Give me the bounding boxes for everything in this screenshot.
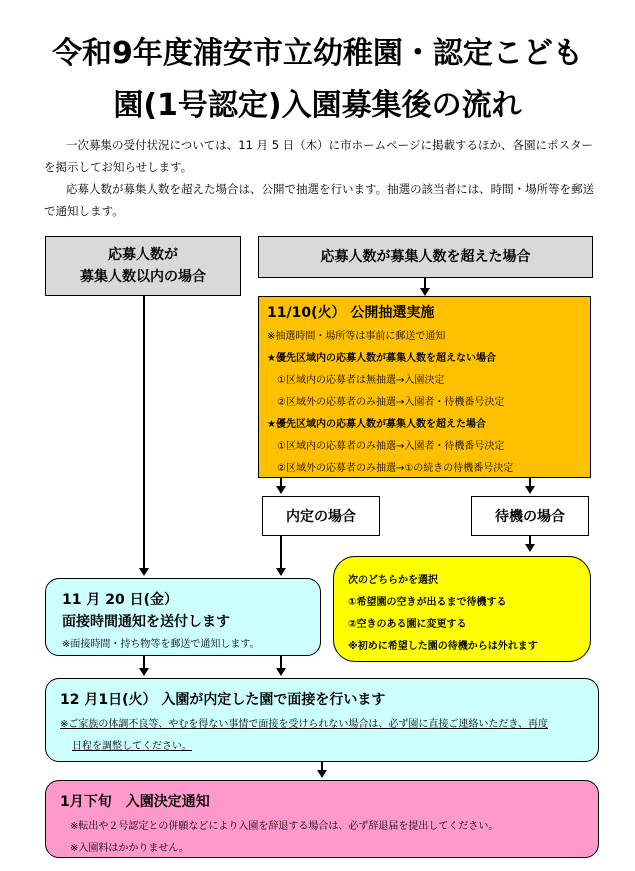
interview-notice-note: ※面接時間・持ち物等を郵送で通知します。 — [62, 639, 260, 650]
interview-title: 12 月1日(火） 入園が内定した園で面接を行います — [60, 692, 386, 708]
connector-line — [143, 296, 145, 570]
lottery-box — [258, 296, 591, 478]
lottery-title: 11/10(火） 公開抽選実施 — [267, 305, 435, 321]
arrow-down-icon — [139, 668, 149, 676]
lottery-case-2-item-1: ①区域内の応募者のみ抽選→入園者・待機番号決定 — [277, 441, 505, 452]
admission-decision-title: 1月下旬 入園決定通知 — [60, 794, 210, 810]
waitlist-option-2: ②空きのある園に変更する — [348, 619, 467, 630]
interview-note-line-1: ※ご家族の体調不良等、やむを得ない事情で面接を受けられない場合は、必ず園に直接ご連絡いただき、再度 — [60, 719, 548, 730]
waitlist-option-note: ※初めに希望した園の待機からは外れます — [348, 641, 538, 652]
waitlist-options-box — [333, 556, 591, 662]
within-capacity-header-line-1: 応募人数が — [108, 247, 178, 263]
arrow-down-icon — [276, 486, 286, 494]
intro-paragraph-2: 応募人数が募集人数を超えた場合は、公開で抽選を行います。抽選の該当者には、時間・場所等を郵送で通知します。 — [44, 182, 595, 218]
provisional-acceptance-box: 内定の場合 — [262, 496, 380, 536]
arrow-down-icon — [317, 770, 327, 778]
admission-decision-note-2: ※入園料はかかりません。 — [70, 843, 189, 854]
within-capacity-header — [45, 236, 241, 296]
interview-note-line-2: 日程を調整してください。 — [72, 741, 192, 752]
waitlist-options-title: 次のどちらかを選択 — [348, 575, 438, 586]
lottery-case-2-heading: ★優先区域内の応募人数が募集人数を超えた場合 — [267, 419, 486, 430]
waitlist-option-1: ①希望園の空きが出るまで待機する — [348, 597, 507, 608]
intro-paragraph-1: 一次募集の受付状況については、11 月 5 日（木）に市ホームページに掲載するほか、各園にポスターを掲示してお知らせします。 — [44, 138, 593, 174]
arrow-down-icon — [276, 668, 286, 676]
interview-notice-date: 11 月 20 日(金） — [62, 592, 178, 608]
interview-notice-box — [45, 578, 321, 656]
waitlist-box: 待機の場合 — [471, 496, 589, 536]
admission-decision-note-1: ※転出や２号認定との併願などにより入園を辞退する場合は、必ず辞退届を提出してください。 — [70, 821, 499, 832]
arrow-down-icon — [139, 568, 149, 576]
lottery-case-1-item-1: ①区域内の応募者は無抽選→入園決定 — [277, 375, 445, 386]
lottery-note: ※抽選時間・場所等は事前に郵送で通知 — [267, 331, 446, 342]
interview-notice-action: 面接時間通知を送付します — [62, 614, 230, 630]
interview-box — [45, 678, 599, 762]
page-title-line-1: 令和9年度浦安市立幼稚園・認定こども — [52, 36, 583, 71]
arrow-down-icon — [525, 544, 535, 552]
lottery-case-1-item-2: ②区域外の応募者のみ抽選→入園者・待機番号決定 — [277, 397, 505, 408]
over-capacity-header: 応募人数が募集人数を超えた場合 — [258, 236, 593, 278]
page-title-line-2: 園(1号認定)入園募集後の流れ — [113, 88, 522, 123]
arrow-down-icon — [276, 568, 286, 576]
lottery-case-1-heading: ★優先区域内の応募人数が募集人数を超えない場合 — [267, 353, 496, 364]
connector-line — [280, 536, 282, 570]
within-capacity-header-line-2: 募集人数以内の場合 — [80, 269, 206, 285]
arrow-down-icon — [525, 486, 535, 494]
arrow-down-icon — [420, 288, 430, 296]
lottery-case-2-item-2: ②区域外の応募者のみ抽選→①の続きの待機番号決定 — [277, 463, 514, 474]
admission-decision-box — [45, 780, 599, 858]
